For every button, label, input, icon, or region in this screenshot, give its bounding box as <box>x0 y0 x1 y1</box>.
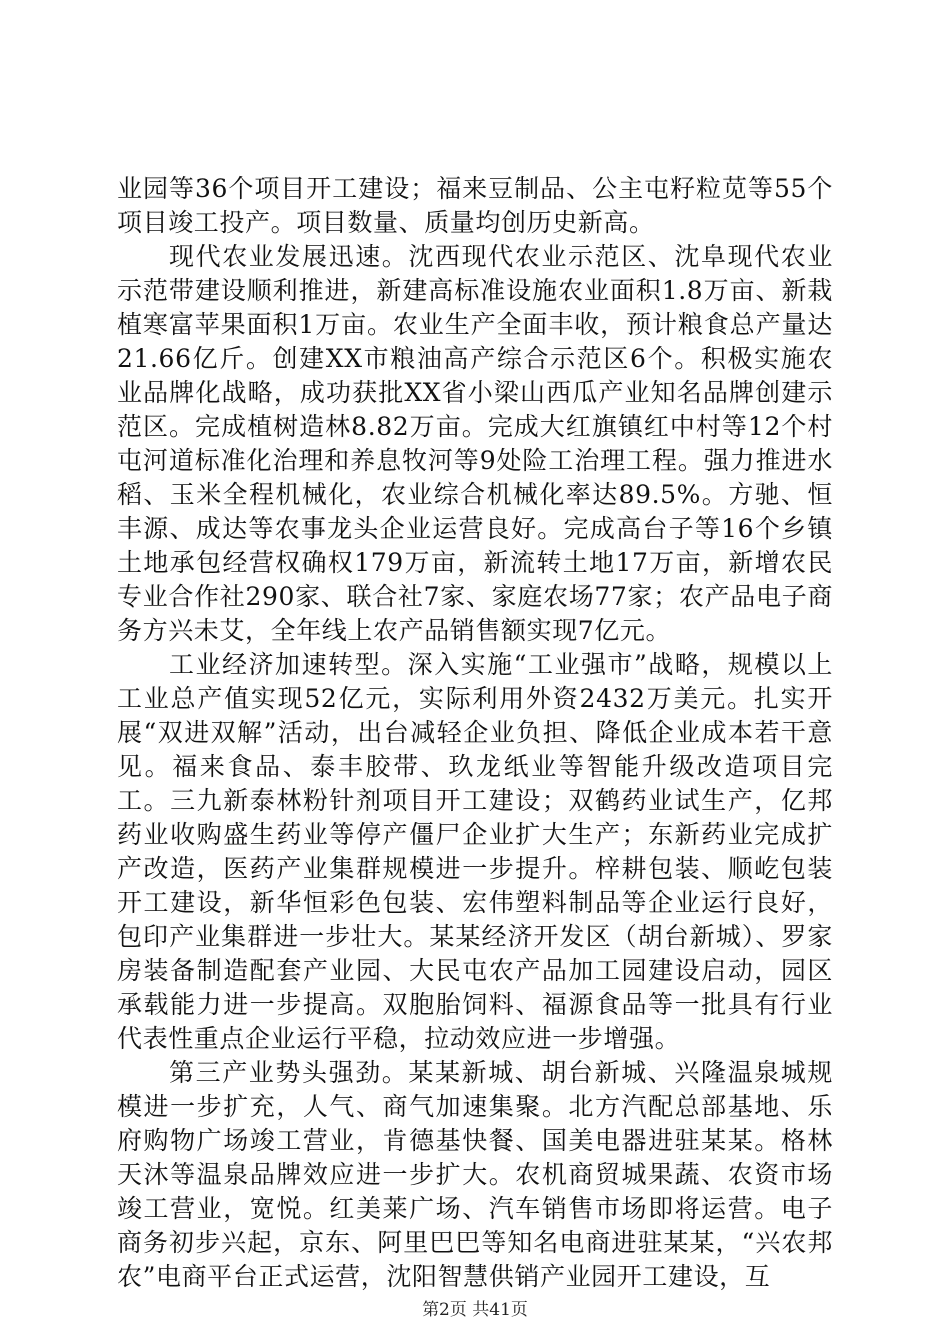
paragraph-tertiary-industry: 第三产业势头强劲。某某新城、胡台新城、兴隆温泉城规模进一步扩充，人气、商气加速集聚。北方汽配总部基地、乐府购物广场竣工营业，肯德基快餐、国美电器进驻某某。格林天沐等温泉品牌效应进一步扩大。农机商贸城果蔬、农资市场竣工营业，宽悦。红美莱广场、汽车销售市场即将运营。电子商务初步兴起，京东、阿里巴巴等知名电商进驻某某，“兴农邦农”电商平台正式运营，沈阳智慧供销产业园开工建设，互 <box>117 1058 833 1291</box>
paragraph-industrial-economy: 工业经济加速转型。深入实施“工业强市”战略，规模以上工业总产值实现52亿元，实际利用外资2432万美元。扎实开展“双进双解”活动，出台减轻企业负担、降低企业成本若干意见。福来食品、泰丰胶带、玖龙纸业等智能升级改造项目完工。三九新泰林粉针剂项目开工建设；双鹤药业试生产，亿邦药业收购盛生药业等停产僵尸企业扩大生产；东新药业完成扩产改造，医药产业集群规模进一步提升。梓耕包装、顺屹包装开工建设，新华恒彩色包装、宏伟塑料制品等企业运行良好，包印产业集群进一步壮大。某某经济开发区（胡台新城）、罗家房装备制造配套产业园、大民屯农产品加工园建设启动，园区承载能力进一步提高。双胞胎饲料、福源食品等一批具有行业代表性重点企业运行平稳，拉动效应进一步增强。 <box>117 650 833 1053</box>
document-body <box>117 172 833 1294</box>
page-number-footer: 第2页 共41页 <box>422 1300 528 1320</box>
paragraph-modern-agriculture: 现代农业发展迅速。沈西现代农业示范区、沈阜现代农业示范带建设顺利推进，新建高标准设施农业面积1.8万亩、新栽植寒富苹果面积1万亩。农业生产全面丰收，预计粮食总产量达21.66亿斤。创建XX市粮油高产综合示范区6个。积极实施农业品牌化战略，成功获批XX省小梁山西瓜产业知名品牌创建示范区。完成植树造林8.82万亩。完成大红旗镇红中村等12个村屯河道标准化治理和养息牧河等9处险工治理工程。强力推进水稻、玉米全程机械化，农业综合机械化率达89.5%。方驰、恒丰源、成达等农事龙头企业运营良好。完成高台子等16个乡镇土地承包经营权确权179万亩，新流转土地17万亩，新增农民专业合作社290家、联合社7家、家庭农场77家；农产品电子商务方兴未艾，全年线上农产品销售额实现7亿元。 <box>117 242 833 645</box>
paragraph-continuation: 业园等36个项目开工建设；福来豆制品、公主屯籽粒苋等55个项目竣工投产。项目数量、质量均创历史新高。 <box>117 174 833 237</box>
